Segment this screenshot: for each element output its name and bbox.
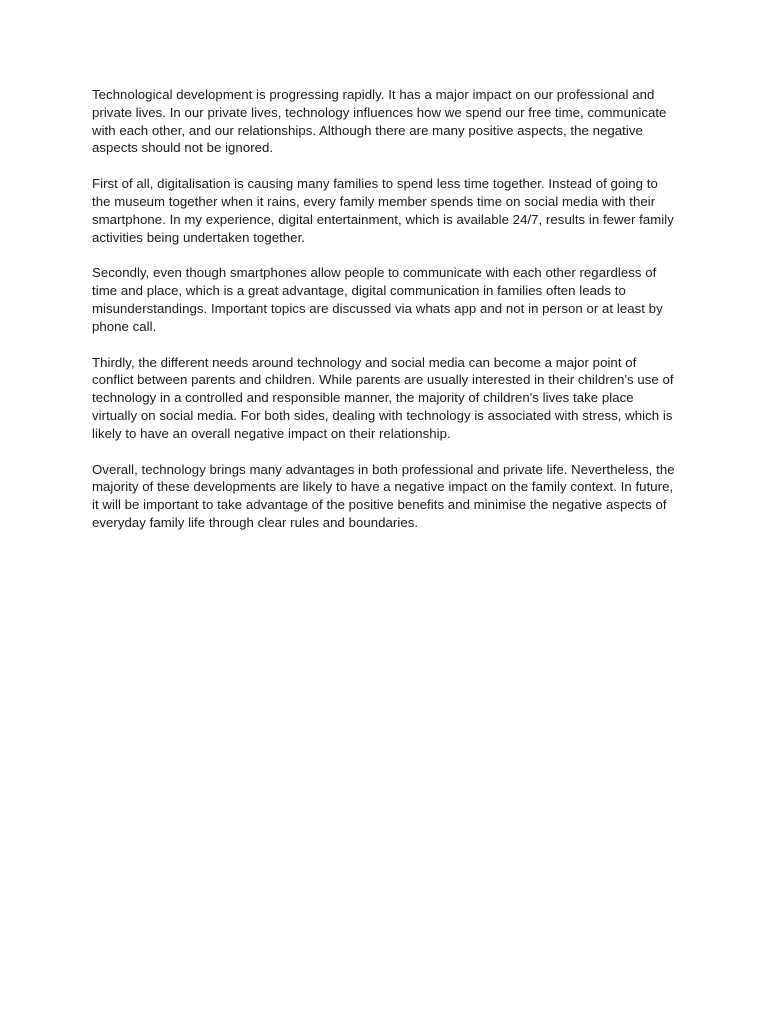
paragraph-first-point: First of all, digitalisation is causing many families to spend less time together. Instead of going to the museum together when it rains, every family member spends time on social media with their smartphone. In my experience, digital entertainment, which is available 24/7, results in fewer family activities being undertaken together. bbox=[92, 176, 674, 245]
paragraph-third-point: Thirdly, the different needs around technology and social media can become a major point of conflict between parents and children. While parents are usually interested in their children's use of technology in a controlled and responsible manner, the majority of children's lives take place virtually on social media. For both sides, dealing with technology is associated with stress, which is likely to have an overall negative impact on their relationship. bbox=[92, 354, 674, 441]
paragraph-introduction: Technological development is progressing rapidly. It has a major impact on our professional and private lives. In our private lives, technology influences how we spend our free time, communicate with each other, and our relationships. Although there are many positive aspects, the negative aspects should not be ignored. bbox=[92, 87, 667, 156]
paragraph-second-point: Secondly, even though smartphones allow people to communicate with each other regardless of time and place, which is a great advantage, digital communication in families often leads to misunderstandings. Important topics are discussed via whats app and not in person or at least by phone call. bbox=[92, 265, 663, 334]
paragraph-conclusion: Overall, technology brings many advantages in both professional and private life. Nevertheless, the majority of these developments are likely to have a negative impact on the family context. In future, it will be important to take advantage of the positive benefits and minimise the negative aspects of everyday family life through clear rules and boundaries. bbox=[92, 461, 675, 530]
